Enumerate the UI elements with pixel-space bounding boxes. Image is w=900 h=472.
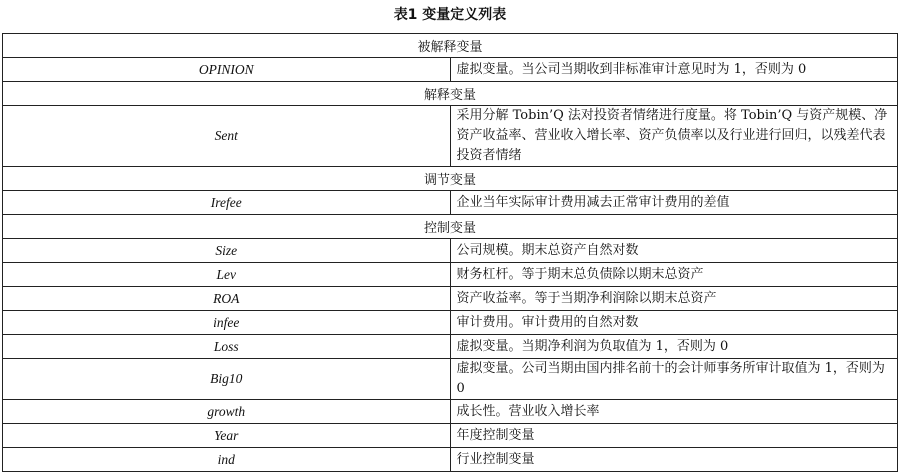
variable-definition: 年度控制变量 xyxy=(450,424,898,448)
table-row xyxy=(3,239,898,263)
variable-definition: 财务杠杆。等于期末总负债除以期末总资产 xyxy=(450,263,898,287)
variable-name: ROA xyxy=(3,287,451,311)
variable-name: Irefee xyxy=(3,191,451,215)
section-header-row xyxy=(3,215,898,239)
variable-definition: 虚拟变量。当期净利润为负取值为 1，否则为 0 xyxy=(450,335,898,359)
table-row xyxy=(3,311,898,335)
section-header-row xyxy=(3,167,898,191)
variable-definition: 公司规模。期末总资产自然对数 xyxy=(450,239,898,263)
variable-name: ind xyxy=(3,448,451,472)
variable-name: Lev xyxy=(3,263,451,287)
variable-name: Year xyxy=(3,424,451,448)
table-row xyxy=(3,191,898,215)
table-row xyxy=(3,335,898,359)
section-heading: 被解释变量 xyxy=(3,34,898,58)
variable-name: Loss xyxy=(3,335,451,359)
table-row xyxy=(3,106,898,167)
variable-definition: 采用分解 Tobin’Q 法对投资者情绪进行度量。将 Tobin’Q 与资产规模、净资产收益率、营业收入增长率、资产负债率以及行业进行回归，以残差代表投资者情绪 xyxy=(450,106,898,167)
table-row xyxy=(3,448,898,472)
section-heading: 调节变量 xyxy=(3,167,898,191)
table-row xyxy=(3,359,898,400)
section-header-row xyxy=(3,82,898,106)
table-row xyxy=(3,287,898,311)
variable-definition: 成长性。营业收入增长率 xyxy=(450,400,898,424)
variable-definition: 虚拟变量。当公司当期收到非标准审计意见时为 1，否则为 0 xyxy=(450,58,898,82)
table-row xyxy=(3,263,898,287)
table-title: 表1 变量定义列表 xyxy=(393,7,507,23)
variable-definition: 虚拟变量。公司当期由国内排名前十的会计师事务所审计取值为 1，否则为 0 xyxy=(450,359,898,400)
variable-name: infee xyxy=(3,311,451,335)
variable-name: growth xyxy=(3,400,451,424)
table-row xyxy=(3,400,898,424)
variable-definition: 企业当年实际审计费用减去正常审计费用的差值 xyxy=(450,191,898,215)
section-heading: 解释变量 xyxy=(3,82,898,106)
section-heading: 控制变量 xyxy=(3,215,898,239)
variable-definition: 行业控制变量 xyxy=(450,448,898,472)
section-header-row xyxy=(3,34,898,58)
variable-definition: 资产收益率。等于当期净利润除以期末总资产 xyxy=(450,287,898,311)
variable-definition-table xyxy=(2,33,898,472)
table-row xyxy=(3,424,898,448)
variable-definition: 审计费用。审计费用的自然对数 xyxy=(450,311,898,335)
variable-name: Big10 xyxy=(3,359,451,400)
table-row xyxy=(3,58,898,82)
variable-name: OPINION xyxy=(3,58,451,82)
variable-name: Size xyxy=(3,239,451,263)
variable-name: Sent xyxy=(3,106,451,167)
